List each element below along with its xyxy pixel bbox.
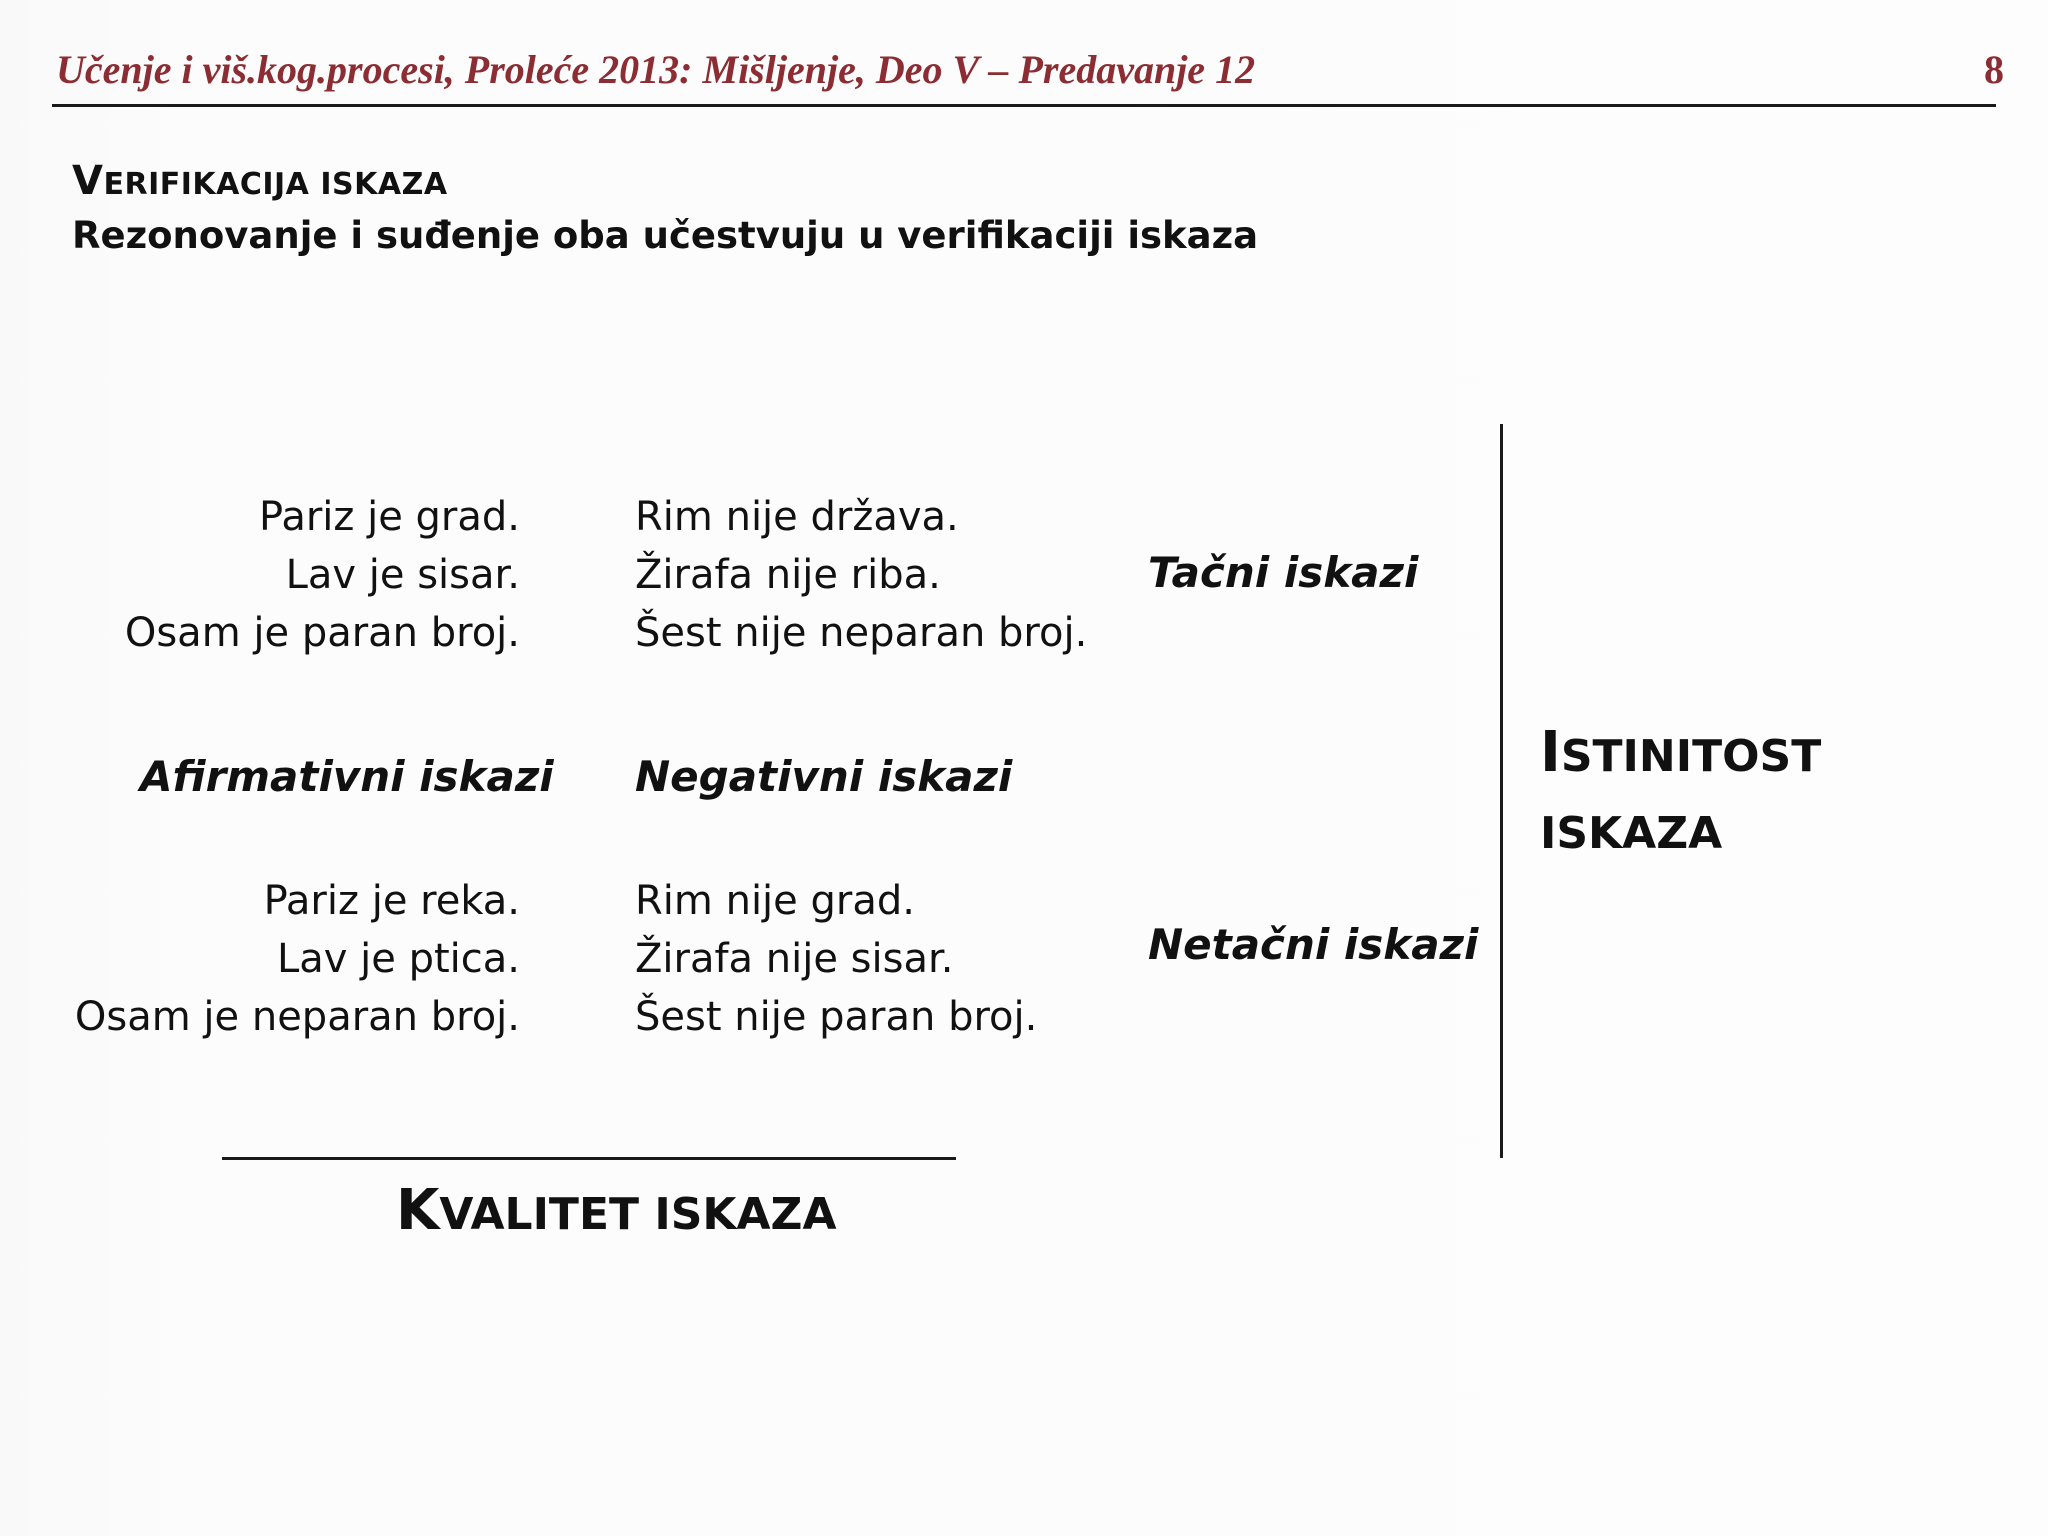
truth-axis-initial: I (1540, 720, 1561, 785)
false-affirmative-3: Osam je neparan broj. (74, 994, 520, 1040)
quality-axis-initial: K (396, 1178, 440, 1243)
truth-axis-rest: STINITOST (1560, 731, 1822, 782)
true-negative-2: Žirafa nije riba. (635, 552, 941, 598)
affirmative-column-label: Afirmativni iskazi (140, 752, 554, 801)
negative-column-label: Negativni iskazi (635, 752, 1013, 801)
header-divider (52, 104, 1996, 107)
false-negative-3: Šest nije paran broj. (635, 994, 1038, 1040)
true-affirmative-2: Lav je sisar. (285, 552, 520, 598)
quality-axis-line (222, 1157, 956, 1160)
page-number: 8 (1984, 47, 2004, 92)
section-heading (72, 158, 448, 204)
true-negative-3: Šest nije neparan broj. (635, 610, 1088, 656)
false-statements-label: Netačni iskazi (1148, 920, 1479, 969)
truth-axis-line2-text: ISKAZA (1540, 808, 1723, 859)
truth-axis-line (1500, 424, 1503, 1158)
true-statements-label: Tačni iskazi (1148, 548, 1419, 597)
true-negative-1: Rim nije država. (635, 494, 959, 540)
truth-axis-label-line1 (1540, 720, 1821, 785)
true-affirmative-3: Osam je paran broj. (124, 610, 520, 656)
false-affirmative-1: Pariz je reka. (263, 878, 520, 924)
quality-axis-label (396, 1178, 837, 1243)
header-title: Učenje i viš.kog.procesi, Proleće 2013: Mišljenje, Deo V – Predavanje 12 (56, 47, 1256, 92)
truth-axis-label-line2 (1540, 808, 1722, 859)
false-negative-2: Žirafa nije sisar. (635, 936, 954, 982)
section-subheading: Rezonovanje i suđenje oba učestvuju u verifikaciji iskaza (72, 214, 1259, 257)
false-negative-1: Rim nije grad. (635, 878, 915, 924)
section-heading-rest: ERIFIKACIJA ISKAZA (103, 167, 448, 202)
quality-axis-rest: VALITET ISKAZA (439, 1189, 837, 1240)
false-affirmative-2: Lav je ptica. (276, 936, 520, 982)
section-heading-initial: V (72, 158, 104, 204)
true-affirmative-1: Pariz je grad. (259, 494, 520, 540)
